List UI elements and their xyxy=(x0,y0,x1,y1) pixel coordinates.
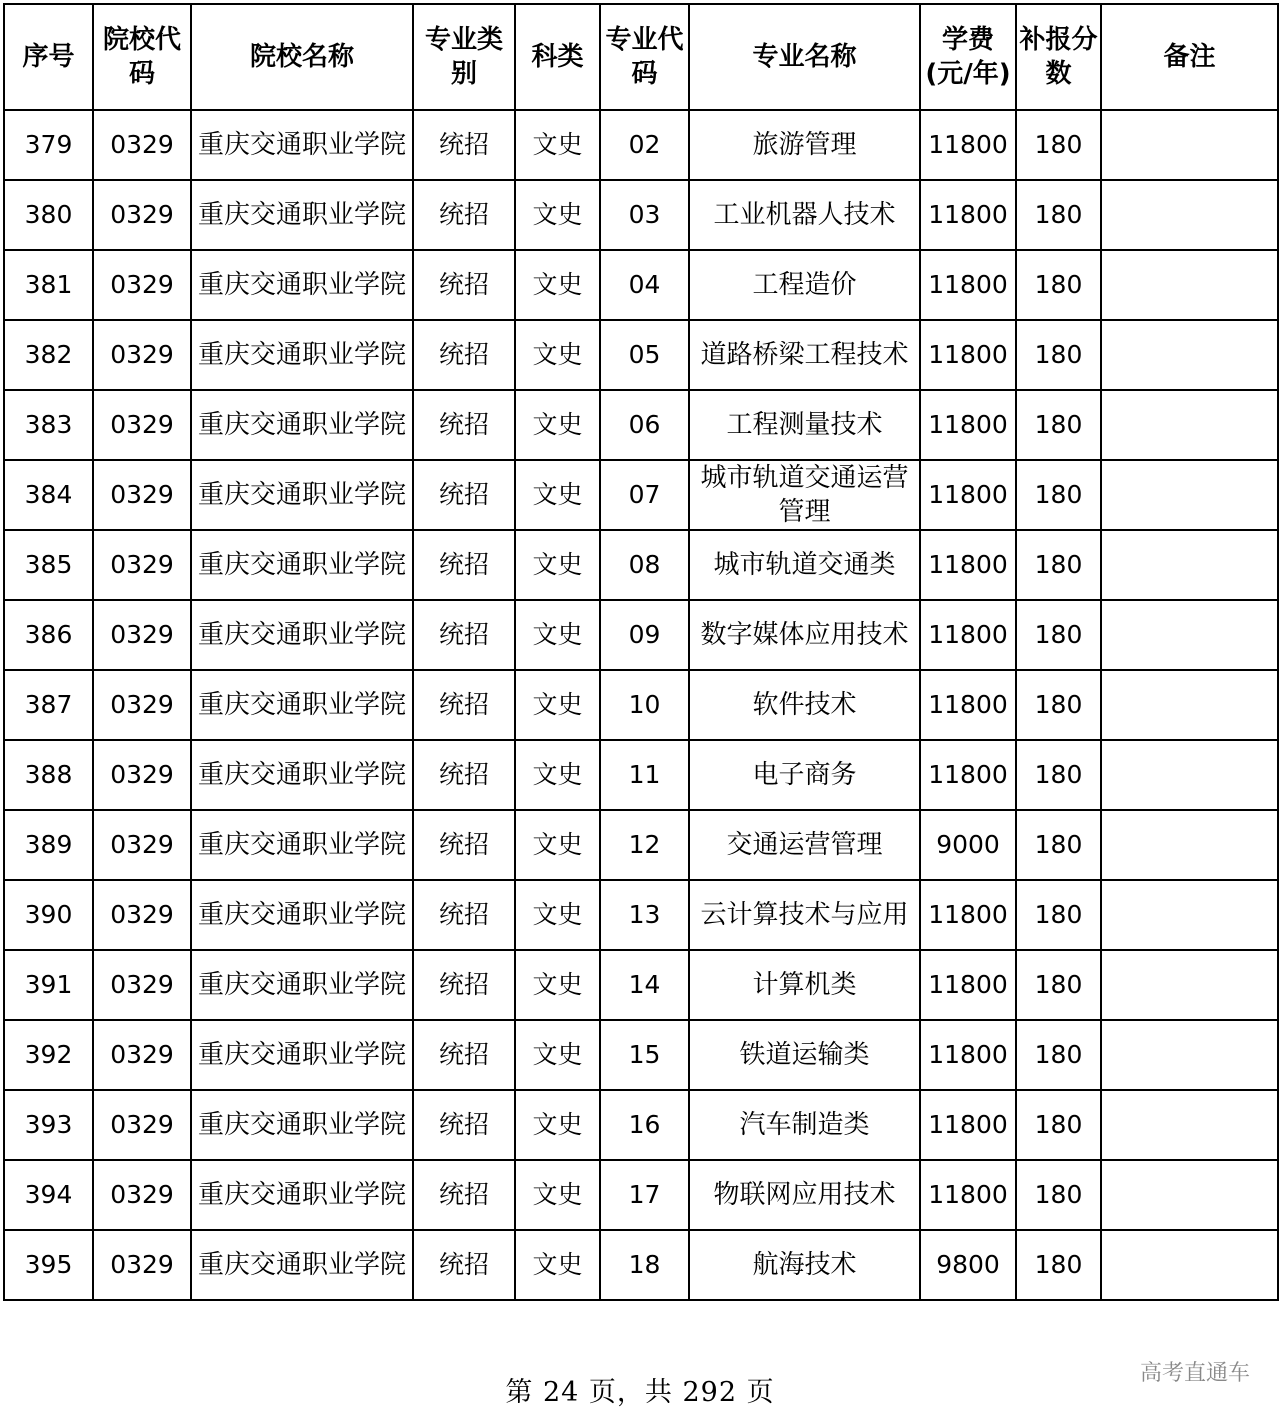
table-cell: 388 xyxy=(4,740,93,810)
table-cell: 统招 xyxy=(413,1090,515,1160)
table-row xyxy=(4,740,1278,810)
table-cell: 重庆交通职业学院 xyxy=(191,530,413,600)
table-cell xyxy=(1101,810,1278,880)
table-cell: 统招 xyxy=(413,950,515,1020)
table-cell: 11 xyxy=(600,740,689,810)
table-cell: 文史 xyxy=(515,250,600,320)
table-cell: 180 xyxy=(1016,320,1101,390)
table-cell: 380 xyxy=(4,180,93,250)
table-cell: 电子商务 xyxy=(689,740,920,810)
table-cell xyxy=(1101,1020,1278,1090)
table-cell: 重庆交通职业学院 xyxy=(191,1230,413,1300)
table-row xyxy=(4,600,1278,670)
table-cell: 11800 xyxy=(920,110,1016,180)
table-cell: 11800 xyxy=(920,740,1016,810)
table-cell: 11800 xyxy=(920,1090,1016,1160)
table-cell: 物联网应用技术 xyxy=(689,1160,920,1230)
table-cell: 重庆交通职业学院 xyxy=(191,250,413,320)
table-cell: 重庆交通职业学院 xyxy=(191,1160,413,1230)
table-cell: 11800 xyxy=(920,390,1016,460)
table-cell xyxy=(1101,880,1278,950)
table-row xyxy=(4,810,1278,880)
table-cell: 08 xyxy=(600,530,689,600)
table-cell: 重庆交通职业学院 xyxy=(191,1020,413,1090)
table-cell: 11800 xyxy=(920,670,1016,740)
table-cell: 0329 xyxy=(93,810,191,880)
table-cell: 180 xyxy=(1016,1160,1101,1230)
header-cell: 专业代码 xyxy=(600,4,689,110)
table-cell: 0329 xyxy=(93,1160,191,1230)
table-body xyxy=(4,110,1278,1300)
table-cell: 统招 xyxy=(413,740,515,810)
table-row xyxy=(4,110,1278,180)
header-cell: 学费(元/年) xyxy=(920,4,1016,110)
header-cell: 备注 xyxy=(1101,4,1278,110)
table-cell: 381 xyxy=(4,250,93,320)
table-cell: 统招 xyxy=(413,110,515,180)
table-cell: 11800 xyxy=(920,530,1016,600)
table-cell: 统招 xyxy=(413,1230,515,1300)
table-cell: 180 xyxy=(1016,810,1101,880)
table-cell: 180 xyxy=(1016,530,1101,600)
table-cell: 382 xyxy=(4,320,93,390)
table-cell: 0329 xyxy=(93,1090,191,1160)
table-cell xyxy=(1101,670,1278,740)
table-cell: 文史 xyxy=(515,1230,600,1300)
table-cell: 工程造价 xyxy=(689,250,920,320)
table-cell: 0329 xyxy=(93,600,191,670)
table-cell: 0329 xyxy=(93,530,191,600)
table-cell: 软件技术 xyxy=(689,670,920,740)
table-cell xyxy=(1101,390,1278,460)
table-cell xyxy=(1101,1090,1278,1160)
table-cell: 云计算技术与应用 xyxy=(689,880,920,950)
table-cell: 0329 xyxy=(93,950,191,1020)
table-cell: 05 xyxy=(600,320,689,390)
table-cell: 180 xyxy=(1016,880,1101,950)
table-cell: 395 xyxy=(4,1230,93,1300)
table-row xyxy=(4,180,1278,250)
table-cell: 11800 xyxy=(920,180,1016,250)
table-cell: 394 xyxy=(4,1160,93,1230)
table-cell: 工程测量技术 xyxy=(689,390,920,460)
header-cell: 补报分数 xyxy=(1016,4,1101,110)
table-cell: 统招 xyxy=(413,250,515,320)
table-cell: 文史 xyxy=(515,180,600,250)
table-cell: 15 xyxy=(600,1020,689,1090)
table-row xyxy=(4,530,1278,600)
table-cell: 11800 xyxy=(920,1020,1016,1090)
table-cell: 0329 xyxy=(93,110,191,180)
table-cell: 0329 xyxy=(93,740,191,810)
table-cell: 9000 xyxy=(920,810,1016,880)
table-cell: 0329 xyxy=(93,390,191,460)
table-cell: 391 xyxy=(4,950,93,1020)
table-cell: 14 xyxy=(600,950,689,1020)
table-row xyxy=(4,1090,1278,1160)
page-footer: 第 24 页，共 292 页 xyxy=(505,1377,775,1408)
table-cell: 180 xyxy=(1016,1020,1101,1090)
table-cell xyxy=(1101,250,1278,320)
table-cell: 392 xyxy=(4,1020,93,1090)
table-cell: 10 xyxy=(600,670,689,740)
table-cell: 重庆交通职业学院 xyxy=(191,810,413,880)
table-cell xyxy=(1101,740,1278,810)
table-cell: 航海技术 xyxy=(689,1230,920,1300)
table-cell: 文史 xyxy=(515,390,600,460)
table-cell: 180 xyxy=(1016,460,1101,530)
table-row xyxy=(4,670,1278,740)
table-cell: 180 xyxy=(1016,390,1101,460)
table-row xyxy=(4,950,1278,1020)
table-cell: 文史 xyxy=(515,320,600,390)
watermark: 高考直通车 xyxy=(1139,1361,1250,1386)
table-cell: 0329 xyxy=(93,670,191,740)
header-cell: 专业类别 xyxy=(413,4,515,110)
table-cell: 09 xyxy=(600,600,689,670)
table-cell xyxy=(1101,600,1278,670)
table-cell xyxy=(1101,110,1278,180)
table-cell: 0329 xyxy=(93,880,191,950)
table-cell: 180 xyxy=(1016,110,1101,180)
admissions-table xyxy=(3,3,1279,1301)
table-cell: 城市轨道交通类 xyxy=(689,530,920,600)
table-cell: 重庆交通职业学院 xyxy=(191,1090,413,1160)
table-cell: 180 xyxy=(1016,950,1101,1020)
table-row xyxy=(4,390,1278,460)
table-cell: 统招 xyxy=(413,320,515,390)
table-cell: 07 xyxy=(600,460,689,530)
table-cell: 文史 xyxy=(515,810,600,880)
table-cell: 重庆交通职业学院 xyxy=(191,460,413,530)
table-cell: 9800 xyxy=(920,1230,1016,1300)
header-cell: 专业名称 xyxy=(689,4,920,110)
table-cell: 17 xyxy=(600,1160,689,1230)
table-cell: 统招 xyxy=(413,810,515,880)
table-cell: 重庆交通职业学院 xyxy=(191,320,413,390)
table-cell: 0329 xyxy=(93,1020,191,1090)
table-cell: 180 xyxy=(1016,740,1101,810)
table-cell: 重庆交通职业学院 xyxy=(191,180,413,250)
table-cell: 文史 xyxy=(515,1090,600,1160)
table-cell: 0329 xyxy=(93,460,191,530)
table-cell: 文史 xyxy=(515,1020,600,1090)
table-cell: 统招 xyxy=(413,1020,515,1090)
table-cell: 03 xyxy=(600,180,689,250)
table-cell: 统招 xyxy=(413,180,515,250)
table-cell: 统招 xyxy=(413,530,515,600)
table-cell xyxy=(1101,530,1278,600)
table-cell xyxy=(1101,1230,1278,1300)
table-row xyxy=(4,460,1278,530)
table-cell: 文史 xyxy=(515,600,600,670)
table-cell: 180 xyxy=(1016,250,1101,320)
table-cell: 180 xyxy=(1016,600,1101,670)
table-row xyxy=(4,1230,1278,1300)
table-cell: 交通运营管理 xyxy=(689,810,920,880)
table-cell: 重庆交通职业学院 xyxy=(191,390,413,460)
table-cell: 180 xyxy=(1016,670,1101,740)
table-cell: 文史 xyxy=(515,460,600,530)
table-cell: 12 xyxy=(600,810,689,880)
table-cell: 180 xyxy=(1016,1090,1101,1160)
table-cell: 386 xyxy=(4,600,93,670)
table-cell: 铁道运输类 xyxy=(689,1020,920,1090)
table-cell: 文史 xyxy=(515,530,600,600)
table-cell: 18 xyxy=(600,1230,689,1300)
table-cell: 重庆交通职业学院 xyxy=(191,740,413,810)
table-cell xyxy=(1101,460,1278,530)
table-cell: 379 xyxy=(4,110,93,180)
table-cell: 统招 xyxy=(413,670,515,740)
table-cell: 389 xyxy=(4,810,93,880)
table-cell: 0329 xyxy=(93,320,191,390)
table-cell: 统招 xyxy=(413,460,515,530)
table-row xyxy=(4,880,1278,950)
table-row xyxy=(4,1160,1278,1230)
table-cell: 0329 xyxy=(93,180,191,250)
table-cell: 重庆交通职业学院 xyxy=(191,600,413,670)
table-cell xyxy=(1101,1160,1278,1230)
table-cell: 统招 xyxy=(413,880,515,950)
table-cell: 385 xyxy=(4,530,93,600)
table-cell: 文史 xyxy=(515,110,600,180)
table-cell: 0329 xyxy=(93,250,191,320)
header-cell: 院校代码 xyxy=(93,4,191,110)
table-row xyxy=(4,320,1278,390)
table-cell: 02 xyxy=(600,110,689,180)
table-cell: 工业机器人技术 xyxy=(689,180,920,250)
table-cell: 11800 xyxy=(920,320,1016,390)
table-cell: 384 xyxy=(4,460,93,530)
table-cell: 城市轨道交通运营管理 xyxy=(689,460,920,530)
header-cell: 序号 xyxy=(4,4,93,110)
table-cell: 计算机类 xyxy=(689,950,920,1020)
table-cell: 统招 xyxy=(413,390,515,460)
table-cell: 06 xyxy=(600,390,689,460)
table-cell: 180 xyxy=(1016,1230,1101,1300)
table-cell: 11800 xyxy=(920,460,1016,530)
table-header-row xyxy=(4,4,1278,110)
table-cell: 387 xyxy=(4,670,93,740)
table-cell: 重庆交通职业学院 xyxy=(191,880,413,950)
header-cell: 院校名称 xyxy=(191,4,413,110)
table-cell: 重庆交通职业学院 xyxy=(191,950,413,1020)
table-cell xyxy=(1101,320,1278,390)
table-cell xyxy=(1101,180,1278,250)
table-row xyxy=(4,1020,1278,1090)
table-cell: 04 xyxy=(600,250,689,320)
table-cell: 390 xyxy=(4,880,93,950)
table-cell: 旅游管理 xyxy=(689,110,920,180)
table-cell: 重庆交通职业学院 xyxy=(191,110,413,180)
table-cell: 文史 xyxy=(515,740,600,810)
table-cell: 11800 xyxy=(920,250,1016,320)
table-cell: 数字媒体应用技术 xyxy=(689,600,920,670)
table-cell: 重庆交通职业学院 xyxy=(191,670,413,740)
table-cell: 统招 xyxy=(413,1160,515,1230)
table-row xyxy=(4,250,1278,320)
table-cell: 统招 xyxy=(413,600,515,670)
table-cell: 文史 xyxy=(515,950,600,1020)
table-cell: 汽车制造类 xyxy=(689,1090,920,1160)
header-cell: 科类 xyxy=(515,4,600,110)
table-cell: 0329 xyxy=(93,1230,191,1300)
table-cell: 180 xyxy=(1016,180,1101,250)
table-cell: 11800 xyxy=(920,600,1016,670)
table-cell: 文史 xyxy=(515,1160,600,1230)
table-cell: 道路桥梁工程技术 xyxy=(689,320,920,390)
table-cell: 13 xyxy=(600,880,689,950)
table-cell: 文史 xyxy=(515,880,600,950)
table-cell: 383 xyxy=(4,390,93,460)
table-cell: 393 xyxy=(4,1090,93,1160)
table-cell: 11800 xyxy=(920,950,1016,1020)
table-cell: 文史 xyxy=(515,670,600,740)
table-cell: 16 xyxy=(600,1090,689,1160)
table-cell: 11800 xyxy=(920,880,1016,950)
table-cell xyxy=(1101,950,1278,1020)
table-cell: 11800 xyxy=(920,1160,1016,1230)
